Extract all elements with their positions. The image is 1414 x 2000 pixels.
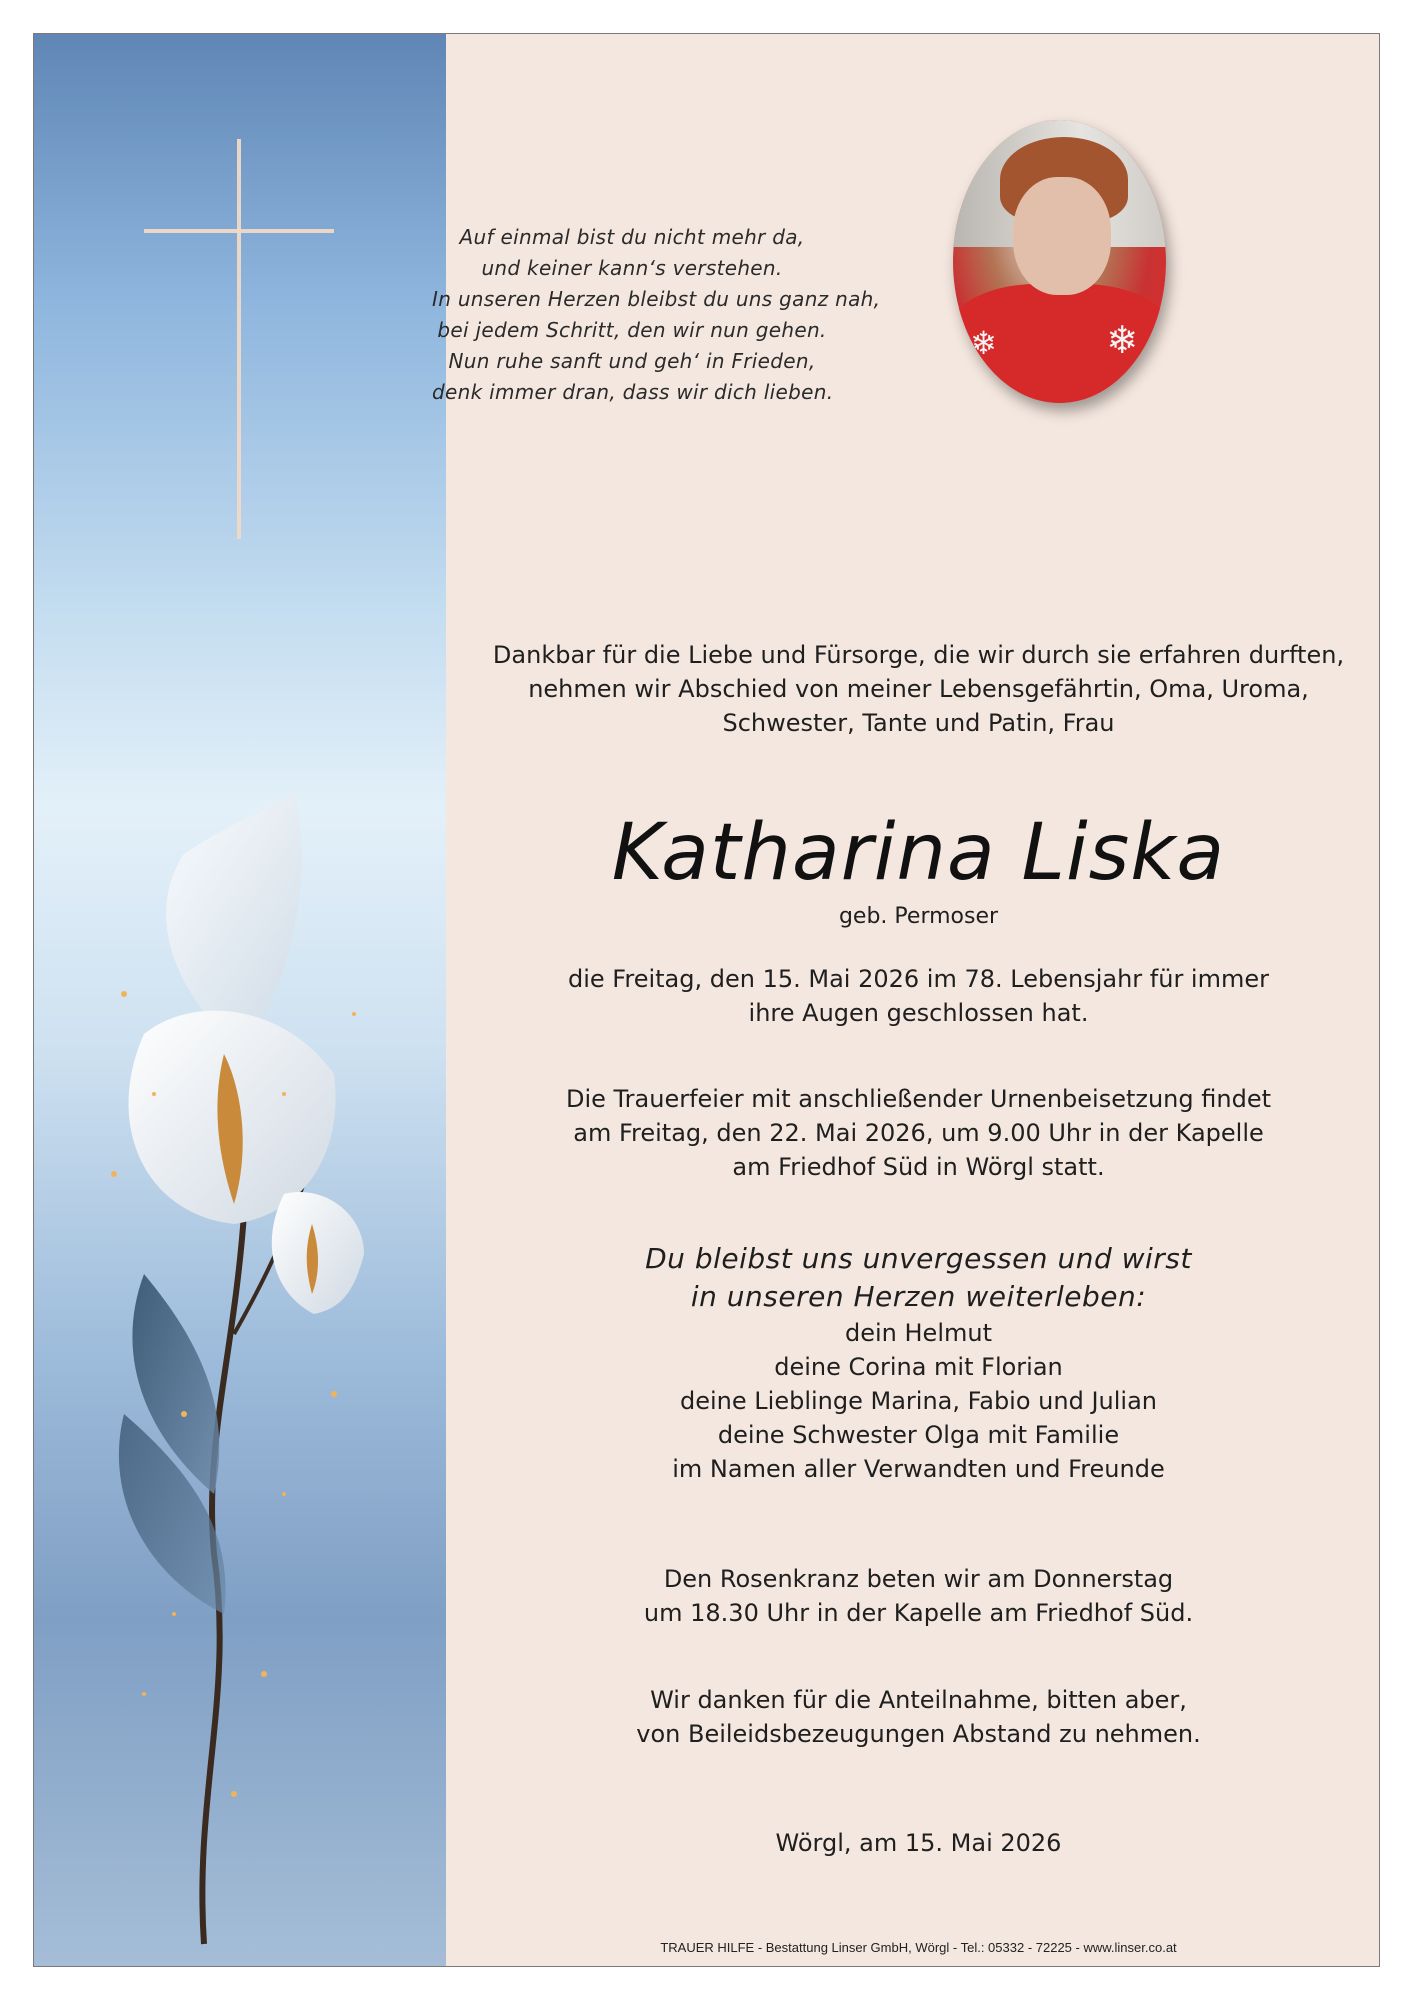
deceased-name: Katharina Liska [611, 808, 1226, 898]
place-date: Wörgl, am 15. Mai 2026 [775, 1829, 1062, 1857]
death-notice [470, 962, 1367, 1030]
mourner-line: deine Schwester Olga mit Familie [717, 1421, 1120, 1449]
intro-line: Dankbar für die Liebe und Fürsorge, die wir durch sie erfahren durften, [492, 641, 1345, 669]
poem-line: denk immer dran, dass wir dich lieben. [432, 380, 834, 404]
closing-section [470, 1240, 1367, 1486]
decorative-side-panel [34, 34, 446, 1966]
poem-line: Nun ruhe sanft und geh‘ in Frieden, [448, 349, 816, 373]
rosary-line: Den Rosenkranz beten wir am Donnerstag [663, 1565, 1174, 1593]
birth-name: geb. Permoser [838, 904, 999, 929]
thanks-line: Wir danken für die Anteilnahme, bitten aber, [650, 1686, 1187, 1714]
snowflake-icon: ❄ [1106, 318, 1139, 363]
poem-line: bei jedem Schritt, den wir nun gehen. [437, 318, 827, 342]
closing-line: Du bleibst uns unvergessen und wirst [645, 1242, 1192, 1275]
rosary-info [470, 1562, 1367, 1630]
cross-icon [144, 139, 334, 539]
poem-line: In unseren Herzen bleibst du uns ganz nah, [432, 287, 881, 311]
mourner-line: dein Helmut [845, 1319, 992, 1347]
intro-line: nehmen wir Abschied von meiner Lebensgefährtin, Oma, Uroma, [528, 675, 1309, 703]
thanks-line: von Beileidsbezeugungen Abstand zu nehmen. [636, 1720, 1201, 1748]
funeral-line: am Freitag, den 22. Mai 2026, um 9.00 Uhr in der Kapelle [573, 1119, 1264, 1147]
poem [432, 222, 881, 408]
funeral-info [470, 1082, 1367, 1184]
calla-lily-illustration [84, 794, 424, 1964]
mourner-line: deine Lieblinge Marina, Fabio und Julian [680, 1387, 1157, 1415]
closing-line: in unseren Herzen weiterleben: [690, 1280, 1147, 1313]
rosary-line: um 18.30 Uhr in der Kapelle am Friedhof Süd. [643, 1599, 1194, 1627]
intro-text [470, 638, 1367, 740]
snowflake-icon: ❄ [970, 323, 997, 362]
death-line: die Freitag, den 15. Mai 2026 im 78. Lebensjahr für immer [568, 965, 1269, 993]
poem-line: Auf einmal bist du nicht mehr da, [459, 225, 805, 249]
funeral-line: Die Trauerfeier mit anschließender Urnenbeisetzung findet [565, 1085, 1271, 1113]
mourner-line: im Namen aller Verwandten und Freunde [672, 1455, 1165, 1483]
portrait-photo [953, 120, 1166, 403]
mourner-line: deine Corina mit Florian [774, 1353, 1063, 1381]
thanks-note [470, 1683, 1367, 1751]
intro-line: Schwester, Tante und Patin, Frau [722, 709, 1115, 737]
poem-line: und keiner kann‘s verstehen. [481, 256, 783, 280]
death-line: ihre Augen geschlossen hat. [748, 999, 1089, 1027]
footer-contact: TRAUER HILFE - Bestattung Linser GmbH, Wörgl - Tel.: 05332 - 72225 - www.linser.co.at [660, 1940, 1177, 1955]
funeral-line: am Friedhof Süd in Wörgl statt. [732, 1153, 1105, 1181]
